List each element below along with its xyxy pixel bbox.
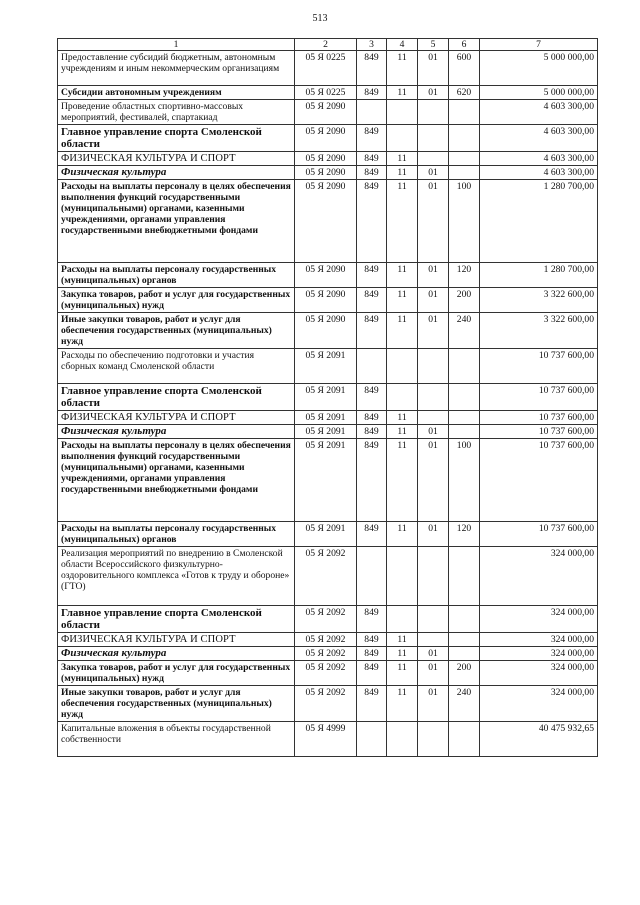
expense-type-code — [449, 125, 480, 152]
table-row — [58, 647, 598, 661]
table-row — [58, 606, 598, 633]
section-code: 11 — [387, 661, 418, 686]
expense-type-code — [449, 166, 480, 180]
table-body — [58, 51, 598, 757]
amount: 324 000,00 — [480, 633, 598, 647]
column-header: 7 — [480, 39, 598, 51]
target-article-code: 05 Я 2090 — [295, 100, 357, 125]
expense-type-code — [449, 425, 480, 439]
expense-type-code: 200 — [449, 661, 480, 686]
target-article-code: 05 Я 2092 — [295, 606, 357, 633]
section-code: 11 — [387, 152, 418, 166]
target-article-code: 05 Я 2091 — [295, 425, 357, 439]
section-code: 11 — [387, 86, 418, 100]
amount: 324 000,00 — [480, 647, 598, 661]
table-row — [58, 51, 598, 86]
row-name: Реализация мероприятий по внедрению в Смоленской области Всероссийского физкультурно-оздоровительного комплекса «Готов к труду и обороне» (ГТО) — [58, 547, 295, 606]
target-article-code: 05 Я 2091 — [295, 439, 357, 522]
subsection-code: 01 — [418, 439, 449, 522]
row-name: Предоставление субсидий бюджетным, автономным учреждениям и иным некоммерческим организациям — [58, 51, 295, 86]
subsection-code: 01 — [418, 647, 449, 661]
section-code: 11 — [387, 166, 418, 180]
target-article-code: 05 Я 4999 — [295, 722, 357, 757]
subsection-code: 01 — [418, 425, 449, 439]
ministry-code: 849 — [357, 313, 387, 349]
target-article-code: 05 Я 0225 — [295, 51, 357, 86]
ministry-code: 849 — [357, 166, 387, 180]
section-code: 11 — [387, 647, 418, 661]
table-row — [58, 547, 598, 606]
section-code: 11 — [387, 633, 418, 647]
column-header: 5 — [418, 39, 449, 51]
amount: 5 000 000,00 — [480, 51, 598, 86]
row-name: Расходы на выплаты персоналу государственных (муниципальных) органов — [58, 263, 295, 288]
row-name: Субсидии автономным учреждениям — [58, 86, 295, 100]
expense-type-code — [449, 349, 480, 384]
table-row — [58, 166, 598, 180]
expense-type-code — [449, 100, 480, 125]
target-article-code: 05 Я 2090 — [295, 152, 357, 166]
row-name: Главное управление спорта Смоленской области — [58, 384, 295, 411]
target-article-code: 05 Я 2090 — [295, 288, 357, 313]
table-row — [58, 722, 598, 757]
section-code — [387, 100, 418, 125]
target-article-code: 05 Я 2091 — [295, 411, 357, 425]
table-row — [58, 263, 598, 288]
ministry-code: 849 — [357, 647, 387, 661]
target-article-code: 05 Я 2092 — [295, 633, 357, 647]
row-name: Главное управление спорта Смоленской области — [58, 606, 295, 633]
row-name: Расходы на выплаты персоналу в целях обеспечения выполнения функций государственными (муниципальными) органами, казенными учреждениями, органами управления государственными внебюджетными фондами — [58, 439, 295, 522]
target-article-code: 05 Я 2092 — [295, 647, 357, 661]
table-row — [58, 425, 598, 439]
ministry-code: 849 — [357, 661, 387, 686]
amount: 5 000 000,00 — [480, 86, 598, 100]
expense-type-code — [449, 547, 480, 606]
amount: 10 737 600,00 — [480, 439, 598, 522]
target-article-code: 05 Я 2091 — [295, 522, 357, 547]
amount: 10 737 600,00 — [480, 384, 598, 411]
amount: 324 000,00 — [480, 606, 598, 633]
row-name: Иные закупки товаров, работ и услуг для обеспечения государственных (муниципальных) нужд — [58, 686, 295, 722]
ministry-code: 849 — [357, 180, 387, 263]
expense-type-code — [449, 647, 480, 661]
ministry-code: 849 — [357, 86, 387, 100]
expense-type-code: 200 — [449, 288, 480, 313]
ministry-code: 849 — [357, 51, 387, 86]
expense-type-code — [449, 722, 480, 757]
table-row — [58, 313, 598, 349]
subsection-code: 01 — [418, 86, 449, 100]
row-name: ФИЗИЧЕСКАЯ КУЛЬТУРА И СПОРТ — [58, 411, 295, 425]
section-code: 11 — [387, 180, 418, 263]
subsection-code — [418, 384, 449, 411]
target-article-code: 05 Я 2091 — [295, 349, 357, 384]
expense-type-code — [449, 633, 480, 647]
amount: 10 737 600,00 — [480, 425, 598, 439]
row-name: Капитальные вложения в объекты государственной собственности — [58, 722, 295, 757]
column-header: 6 — [449, 39, 480, 51]
section-code — [387, 349, 418, 384]
subsection-code: 01 — [418, 686, 449, 722]
amount: 324 000,00 — [480, 547, 598, 606]
amount: 3 322 600,00 — [480, 288, 598, 313]
table-row — [58, 86, 598, 100]
section-code: 11 — [387, 313, 418, 349]
table-row — [58, 349, 598, 384]
subsection-code: 01 — [418, 263, 449, 288]
section-code: 11 — [387, 686, 418, 722]
amount: 3 322 600,00 — [480, 313, 598, 349]
subsection-code — [418, 606, 449, 633]
ministry-code — [357, 349, 387, 384]
amount: 4 603 300,00 — [480, 125, 598, 152]
expense-type-code: 100 — [449, 439, 480, 522]
amount: 324 000,00 — [480, 661, 598, 686]
target-article-code: 05 Я 2090 — [295, 125, 357, 152]
table-row — [58, 180, 598, 263]
table-row — [58, 522, 598, 547]
expense-type-code — [449, 411, 480, 425]
expense-type-code: 600 — [449, 51, 480, 86]
ministry-code: 849 — [357, 425, 387, 439]
expense-type-code: 620 — [449, 86, 480, 100]
amount: 10 737 600,00 — [480, 349, 598, 384]
table-row — [58, 661, 598, 686]
row-name: ФИЗИЧЕСКАЯ КУЛЬТУРА И СПОРТ — [58, 152, 295, 166]
section-code: 11 — [387, 522, 418, 547]
subsection-code: 01 — [418, 288, 449, 313]
subsection-code: 01 — [418, 522, 449, 547]
section-code: 11 — [387, 263, 418, 288]
table-row — [58, 411, 598, 425]
amount: 40 475 932,65 — [480, 722, 598, 757]
expense-type-code: 120 — [449, 522, 480, 547]
subsection-code — [418, 100, 449, 125]
row-name: Расходы на выплаты персоналу государственных (муниципальных) органов — [58, 522, 295, 547]
row-name: Закупка товаров, работ и услуг для государственных (муниципальных) нужд — [58, 661, 295, 686]
target-article-code: 05 Я 2090 — [295, 313, 357, 349]
subsection-code: 01 — [418, 661, 449, 686]
table-row — [58, 288, 598, 313]
ministry-code: 849 — [357, 606, 387, 633]
expense-type-code — [449, 152, 480, 166]
ministry-code: 849 — [357, 125, 387, 152]
section-code — [387, 125, 418, 152]
amount: 10 737 600,00 — [480, 411, 598, 425]
table-header-row — [58, 39, 598, 51]
subsection-code — [418, 152, 449, 166]
amount: 4 603 300,00 — [480, 152, 598, 166]
column-header: 2 — [295, 39, 357, 51]
amount: 1 280 700,00 — [480, 263, 598, 288]
table-row — [58, 439, 598, 522]
row-name: Физическая культура — [58, 647, 295, 661]
target-article-code: 05 Я 0225 — [295, 86, 357, 100]
row-name: Закупка товаров, работ и услуг для государственных (муниципальных) нужд — [58, 288, 295, 313]
target-article-code: 05 Я 2090 — [295, 180, 357, 263]
ministry-code: 849 — [357, 384, 387, 411]
target-article-code: 05 Я 2092 — [295, 547, 357, 606]
ministry-code: 849 — [357, 686, 387, 722]
expense-type-code: 240 — [449, 313, 480, 349]
table-row — [58, 125, 598, 152]
section-code: 11 — [387, 425, 418, 439]
column-header: 3 — [357, 39, 387, 51]
target-article-code: 05 Я 2090 — [295, 263, 357, 288]
target-article-code: 05 Я 2092 — [295, 661, 357, 686]
section-code — [387, 606, 418, 633]
subsection-code: 01 — [418, 51, 449, 86]
ministry-code: 849 — [357, 522, 387, 547]
subsection-code — [418, 125, 449, 152]
row-name: Главное управление спорта Смоленской области — [58, 125, 295, 152]
amount: 324 000,00 — [480, 686, 598, 722]
ministry-code: 849 — [357, 263, 387, 288]
ministry-code: 849 — [357, 439, 387, 522]
ministry-code: 849 — [357, 411, 387, 425]
subsection-code — [418, 411, 449, 425]
section-code: 11 — [387, 411, 418, 425]
subsection-code — [418, 547, 449, 606]
expense-type-code — [449, 384, 480, 411]
subsection-code: 01 — [418, 180, 449, 263]
subsection-code — [418, 349, 449, 384]
section-code: 11 — [387, 439, 418, 522]
table-row — [58, 633, 598, 647]
ministry-code: 849 — [357, 152, 387, 166]
expense-type-code: 100 — [449, 180, 480, 263]
section-code — [387, 722, 418, 757]
table-row — [58, 686, 598, 722]
table-row — [58, 384, 598, 411]
row-name: ФИЗИЧЕСКАЯ КУЛЬТУРА И СПОРТ — [58, 633, 295, 647]
subsection-code — [418, 633, 449, 647]
row-name: Физическая культура — [58, 166, 295, 180]
target-article-code: 05 Я 2091 — [295, 384, 357, 411]
row-name: Физическая культура — [58, 425, 295, 439]
ministry-code — [357, 100, 387, 125]
section-code — [387, 547, 418, 606]
expense-type-code: 120 — [449, 263, 480, 288]
budget-table — [57, 38, 598, 757]
row-name: Расходы по обеспечению подготовки и участия сборных команд Смоленской области — [58, 349, 295, 384]
expense-type-code — [449, 606, 480, 633]
amount: 10 737 600,00 — [480, 522, 598, 547]
amount: 1 280 700,00 — [480, 180, 598, 263]
ministry-code: 849 — [357, 633, 387, 647]
row-name: Расходы на выплаты персоналу в целях обеспечения выполнения функций государственными (муниципальными) органами, казенными учреждениями, органами управления государственными внебюджетными фондами — [58, 180, 295, 263]
column-header: 1 — [58, 39, 295, 51]
table-row — [58, 152, 598, 166]
table-row — [58, 100, 598, 125]
ministry-code — [357, 547, 387, 606]
section-code: 11 — [387, 51, 418, 86]
column-header: 4 — [387, 39, 418, 51]
ministry-code — [357, 722, 387, 757]
target-article-code: 05 Я 2092 — [295, 686, 357, 722]
target-article-code: 05 Я 2090 — [295, 166, 357, 180]
row-name: Иные закупки товаров, работ и услуг для обеспечения государственных (муниципальных) нужд — [58, 313, 295, 349]
subsection-code: 01 — [418, 313, 449, 349]
expense-type-code: 240 — [449, 686, 480, 722]
section-code: 11 — [387, 288, 418, 313]
amount: 4 603 300,00 — [480, 100, 598, 125]
subsection-code: 01 — [418, 166, 449, 180]
subsection-code — [418, 722, 449, 757]
amount: 4 603 300,00 — [480, 166, 598, 180]
section-code — [387, 384, 418, 411]
ministry-code: 849 — [357, 288, 387, 313]
page-number: 513 — [312, 13, 328, 24]
row-name: Проведение областных спортивно-массовых мероприятий, фестивалей, спартакиад — [58, 100, 295, 125]
